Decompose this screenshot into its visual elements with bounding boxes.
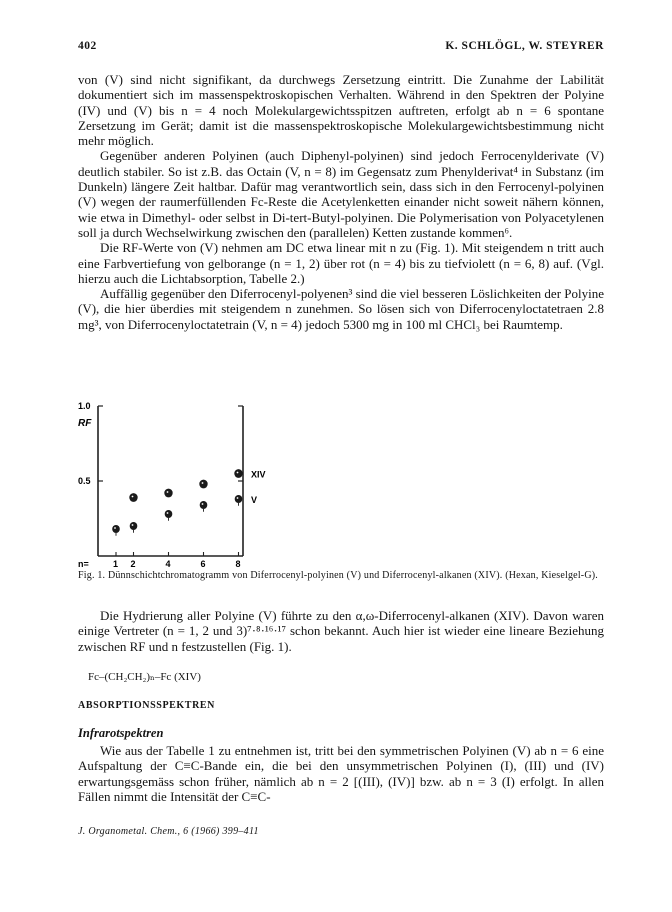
- data-point-xiv: [199, 480, 207, 489]
- data-point-highlight: [132, 496, 134, 498]
- series-label-xiv: XIV: [251, 469, 266, 480]
- data-point-v: [235, 495, 243, 503]
- x-tick-label: 1: [113, 559, 119, 568]
- data-point-v: [165, 510, 173, 518]
- data-point-highlight: [237, 497, 239, 499]
- paragraph-2: Gegenüber anderen Polyinen (auch Diphenyl-polyinen) sind jedoch Ferrocenylderivate (V) deutlich stabiler. So ist z.B. das Octain (V, n = 8) im Gegensatz zum Phenylderivat⁴ in Substanz (im Dunkeln) längere Zeit haltbar. Dafür mag verantwortlich sein, dass sich in den Ferrocenyl-polyinen (V) wegen der raumerfüllenden Fc-Reste die Acetylenketten einander nicht soweit nähern können, wie etwa in Dimethyl- oder selbst in Di-tert-Butyl-polyinen. Die Polymerisation von Polyacetylenen soll ja durch Wechselwirkung zwischen den (parallelen) Ketten zustande kommen⁶.: [78, 148, 604, 240]
- paragraph-5: Die Hydrierung aller Polyine (V) führte zu den α,ω-Diferrocenyl-alkanen (XIV). Davon waren einige Vertreter (n = 1, 2 und 3)⁷·⁸·¹⁶·¹⁷ schon bekannt. Auch hier ist wieder eine lineare Beziehung zwischen RF und n festzustellen (Fig. 1).: [78, 608, 604, 654]
- section-heading: ABSORPTIONSSPEKTREN: [78, 700, 215, 711]
- data-point-v: [112, 525, 120, 533]
- data-point-v: [200, 501, 208, 509]
- body-text-top: [78, 72, 604, 332]
- data-point-highlight: [202, 503, 204, 505]
- body-text-bottom: [78, 743, 604, 804]
- x-tick-label: 6: [200, 559, 206, 568]
- page-number: 402: [78, 40, 97, 52]
- page-header: [78, 40, 604, 58]
- data-point-highlight: [114, 527, 116, 529]
- y-axis-label: RF: [78, 418, 92, 429]
- x-tick-label: 4: [165, 559, 171, 568]
- tlc-chart: [78, 396, 604, 568]
- y-tick-label: 0.5: [78, 476, 91, 486]
- subsection-heading: Infrarotspektren: [78, 726, 164, 740]
- formula-xiv: Fc–(CH₂CH₂)ₙ–Fc (XIV): [88, 671, 201, 683]
- journal-footer: J. Organometal. Chem., 6 (1966) 399–411: [78, 826, 259, 837]
- paragraph-1: von (V) sind nicht signifikant, da durchwegs Zersetzung eintritt. Die Zunahme der Labilität dokumentiert sich im massenspektroskopischen Verhalten. Während in den Spektren der Polyine (IV) und (V) bis n = 4 noch Molekulargewichtsspitzen auftreten, erfolgt ab n = 6 spontane Zersetzung im Gerät; damit ist die massenspektroskopische Molekulargewichtsbestimmung nicht mehr möglich.: [78, 72, 604, 149]
- data-point-highlight: [237, 472, 239, 474]
- figure-1: [78, 396, 604, 614]
- data-point-xiv: [129, 493, 137, 502]
- running-authors: K. SCHLÖGL, W. STEYRER: [445, 40, 604, 52]
- data-point-xiv: [164, 489, 172, 498]
- data-point-highlight: [167, 491, 169, 493]
- data-point-v: [130, 522, 138, 530]
- x-tick-label: 8: [235, 559, 241, 568]
- x-axis-label: n=: [78, 559, 89, 568]
- data-point-highlight: [167, 512, 169, 514]
- x-tick-label: 2: [130, 559, 136, 568]
- series-label-v: V: [251, 495, 258, 505]
- data-point-highlight: [132, 524, 134, 526]
- data-point-highlight: [202, 482, 204, 484]
- paragraph-6: Wie aus der Tabelle 1 zu entnehmen ist, tritt bei den symmetrischen Polyinen (V) ab n = 6 eine Aufspaltung der C≡C-Bande ein, die bei den unsymmetrischen Polyinen (I), (III) und (IV) erwartungsgemäss schon früher, nämlich ab n = 2 [(III), (IV)] bzw. ab n = 3 (I) erfolgt. In allen Fällen nimmt die Intensität der C≡C-: [78, 743, 604, 804]
- body-text-middle: [78, 608, 604, 654]
- paragraph-3: Die RF-Werte von (V) nehmen am DC etwa linear mit n zu (Fig. 1). Mit steigendem n tritt auch eine Farbvertiefung von gelborange (n = 1, 2) über rot (n = 4) bis zu tiefviolett (n = 6, 8) auf. (Vgl. hierzu auch die Lichtabsorption, Tabelle 2.): [78, 240, 604, 286]
- paragraph-4: Auffällig gegenüber den Diferrocenyl-polyenen³ sind die viel besseren Löslichkeiten der Polyine (V), die hier überdies mit steigendem n zunehmen. So lösen sich von Diferrocenyloctatetraen 2.8 mg³, von Diferrocenyloctatetrain (V, n = 4) jedoch 5300 mg in 100 ml CHCl₃ bei Raumtemp.: [78, 286, 604, 332]
- data-point-xiv: [234, 469, 242, 478]
- figure-caption: Fig. 1. Dünnschichtchromatogramm von Diferrocenyl-polyinen (V) und Diferrocenyl-alkanen (XIV). (Hexan, Kieselgel-G).: [78, 570, 598, 581]
- y-tick-label: 1.0: [78, 401, 91, 411]
